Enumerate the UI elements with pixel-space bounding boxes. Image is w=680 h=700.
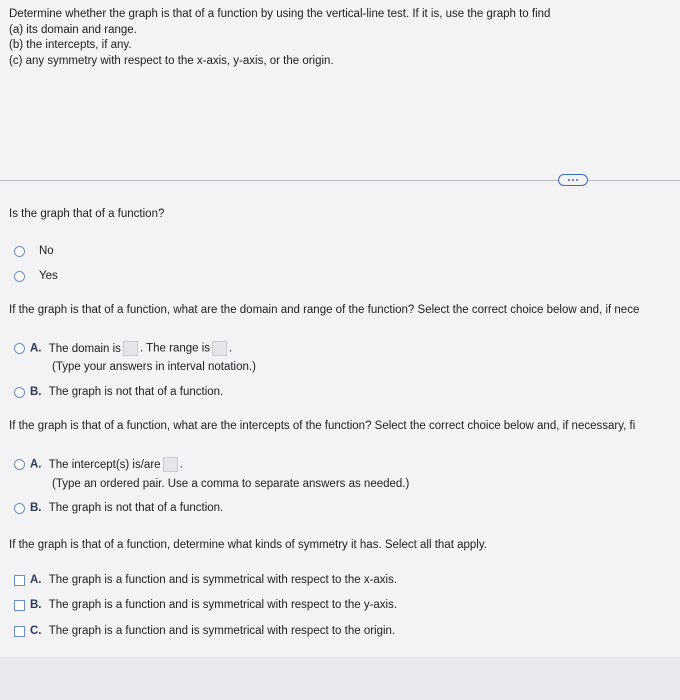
- more-options-button[interactable]: [558, 174, 588, 186]
- q3-radio-b[interactable]: [14, 503, 25, 514]
- range-label: . The range is: [139, 342, 211, 355]
- choice-text: The graph is a function and is symmetrical with respect to the origin.: [48, 625, 396, 637]
- intercepts-label: The intercept(s) is/are: [48, 458, 161, 471]
- choice-letter: B.: [30, 386, 42, 398]
- symmetry-option-b[interactable]: [30, 599, 397, 611]
- q3-choice-b[interactable]: [30, 502, 223, 514]
- choice-letter: B.: [30, 502, 42, 514]
- q3-choice-a: [30, 457, 183, 472]
- domain-label: The domain is: [48, 342, 121, 355]
- choice-text: The graph is not that of a function.: [48, 386, 224, 398]
- q2-radio-b[interactable]: [14, 387, 25, 398]
- checkbox-origin[interactable]: [14, 626, 25, 637]
- q4-prompt: If the graph is that of a function, determine what kinds of symmetry it has. Select all that apply.: [9, 539, 487, 551]
- period: .: [229, 342, 233, 355]
- choice-text: The graph is a function and is symmetrical with respect to the y-axis.: [48, 599, 398, 611]
- q3-prompt: If the graph is that of a function, what are the intercepts of the function? Select the correct choice below and, if necessary, fi: [9, 420, 636, 432]
- choice-text: The graph is not that of a function.: [48, 502, 224, 514]
- intro-line-4: (c) any symmetry with respect to the x-axis, y-axis, or the origin.: [9, 55, 334, 67]
- radio-no[interactable]: [14, 246, 25, 257]
- intro-line-3: (b) the intercepts, if any.: [9, 39, 132, 51]
- intro-line-1: Determine whether the graph is that of a function by using the vertical-line test. If it is, use the graph to find: [9, 8, 551, 20]
- intro-line-2: (a) its domain and range.: [9, 24, 137, 36]
- choice-letter: A.: [30, 458, 42, 471]
- q2-radio-a[interactable]: [14, 343, 25, 354]
- choice-letter: C.: [30, 625, 42, 637]
- footer-band: [0, 657, 680, 700]
- q3-hint: (Type an ordered pair. Use a comma to separate answers as needed.): [52, 478, 410, 490]
- checkbox-x-axis[interactable]: [14, 575, 25, 586]
- checkbox-y-axis[interactable]: [14, 600, 25, 611]
- dot-icon: [572, 179, 574, 181]
- q1-prompt: Is the graph that of a function?: [9, 208, 165, 220]
- intercepts-answer-box[interactable]: [163, 457, 178, 472]
- q2-prompt: If the graph is that of a function, what are the domain and range of the function? Select the correct choice below and, if nece: [9, 304, 640, 316]
- dot-icon: [576, 179, 578, 181]
- domain-answer-box[interactable]: [123, 341, 138, 356]
- period: .: [179, 458, 183, 471]
- radio-yes[interactable]: [14, 271, 25, 282]
- choice-letter: B.: [30, 599, 42, 611]
- symmetry-option-c[interactable]: [30, 625, 395, 637]
- option-yes-label[interactable]: Yes: [39, 270, 58, 282]
- option-no-label[interactable]: No: [39, 245, 54, 257]
- dot-icon: [568, 179, 570, 181]
- range-answer-box[interactable]: [212, 341, 227, 356]
- choice-text: The graph is a function and is symmetrical with respect to the x-axis.: [48, 574, 398, 586]
- choice-letter: A.: [30, 574, 42, 586]
- q2-hint: (Type your answers in interval notation.): [52, 361, 256, 373]
- q2-choice-a: [30, 341, 232, 356]
- q3-radio-a[interactable]: [14, 459, 25, 470]
- symmetry-option-a[interactable]: [30, 574, 397, 586]
- q2-choice-b[interactable]: [30, 386, 223, 398]
- choice-letter: A.: [30, 342, 42, 355]
